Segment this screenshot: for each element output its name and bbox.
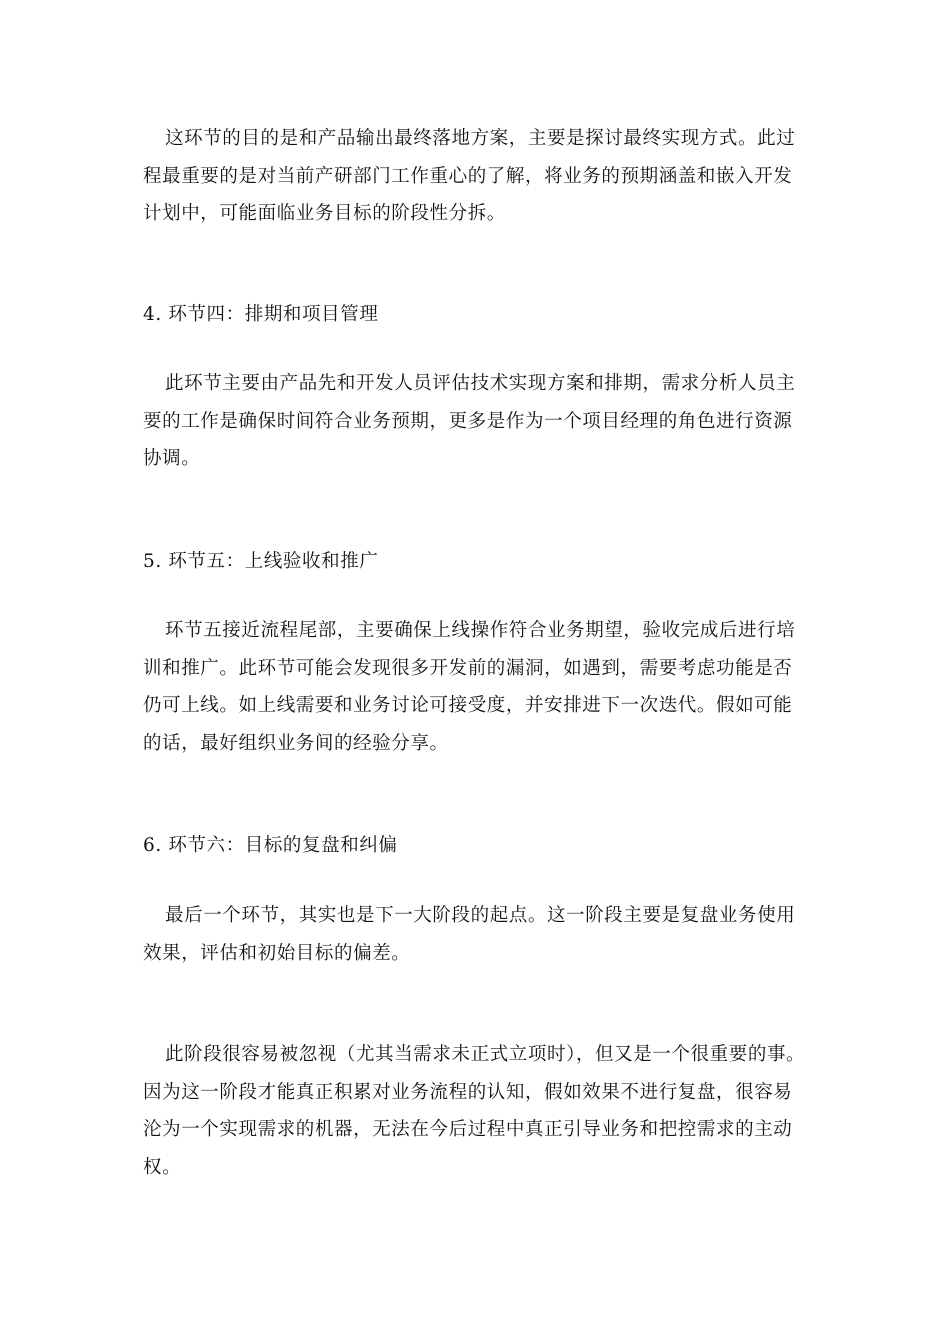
section-heading-stage-6: 6. 环节六：目标的复盘和纠偏 bbox=[143, 835, 398, 856]
paragraph-stage-3-summary: 这环节的目的是和产品输出最终落地方案，主要是探讨最终实现方式。此过程最重要的是对当前产研部门工作重心的了解，将业务的预期涵盖和嵌入开发计划中，可能面临业务目标的阶段性分拆。 bbox=[143, 128, 796, 224]
section-heading-stage-5: 5. 环节五：上线验收和推广 bbox=[143, 551, 379, 572]
paragraph-stage-6-detail: 此阶段很容易被忽视（尤其当需求未正式立项时），但又是一个很重要的事。因为这一阶段才能真正积累对业务流程的认知，假如效果不进行复盘，很容易沦为一个实现需求的机器，无法在今后过程中真正引导业务和把控需求的主动权。 bbox=[143, 1044, 806, 1178]
paragraph-stage-4: 此环节主要由产品先和开发人员评估技术实现方案和排期，需求分析人员主要的工作是确保时间符合业务预期，更多是作为一个项目经理的角色进行资源协调。 bbox=[143, 373, 796, 469]
paragraph-stage-6-intro: 最后一个环节，其实也是下一大阶段的起点。这一阶段主要是复盘业务使用效果，评估和初始目标的偏差。 bbox=[143, 905, 796, 964]
section-heading-stage-4: 4. 环节四：排期和项目管理 bbox=[143, 304, 379, 325]
paragraph-stage-5: 环节五接近流程尾部，主要确保上线操作符合业务期望，验收完成后进行培训和推广。此环节可能会发现很多开发前的漏洞，如遇到，需要考虑功能是否仍可上线。如上线需要和业务讨论可接受度，并安排进下一次迭代。假如可能的话，最好组织业务间的经验分享。 bbox=[143, 620, 796, 754]
